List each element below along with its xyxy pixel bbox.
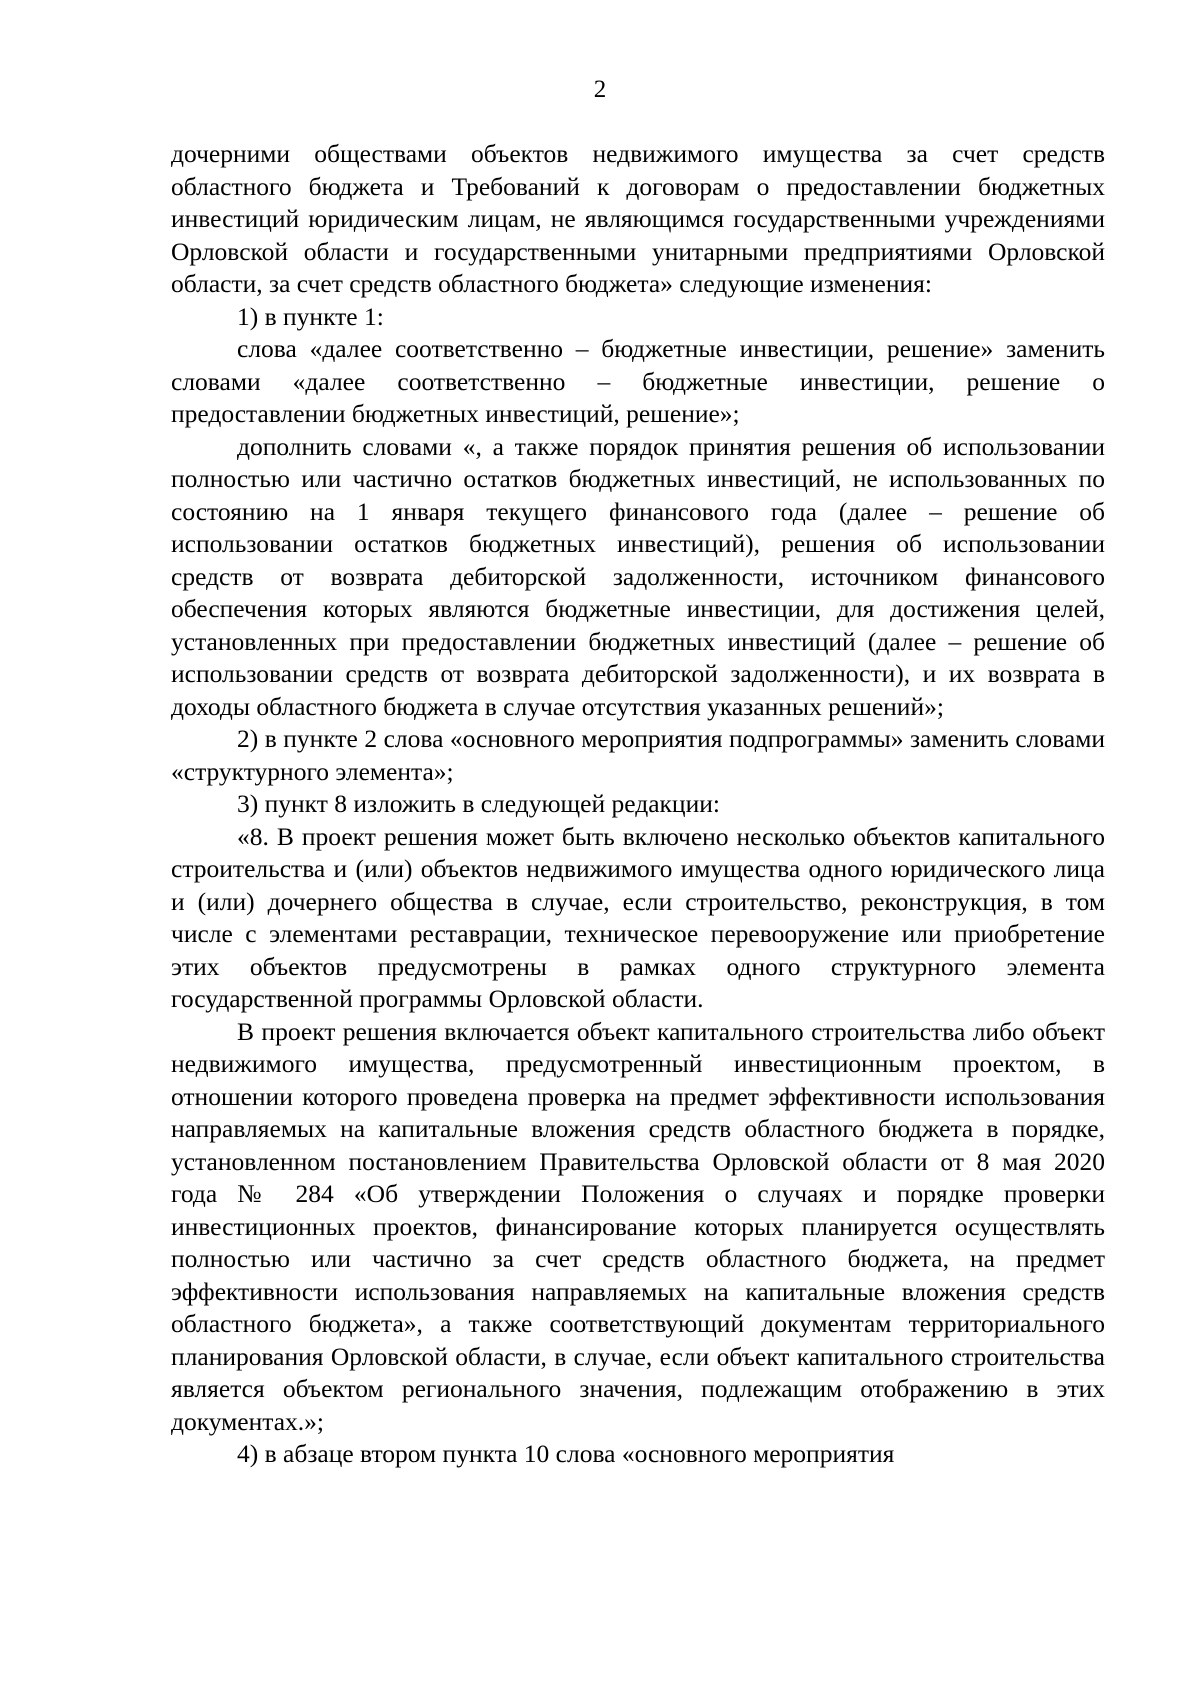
paragraph-item-2: 2) в пункте 2 слова «основного мероприятия подпрограммы» заменить словами «структурного элемента»; bbox=[171, 724, 1105, 786]
paragraph-clause-8: «8. В проект решения может быть включено несколько объектов капитального строительства и (или) объектов недвижимого имущества одного юридического лица и (или) дочернего общества в случае, если строительство, реконструкция, в том числе с элементами реставрации, техническое перевооружение или приобретение этих объектов предусмотрены в рамках одного структурного элемента государственной программы Орловской области. bbox=[171, 821, 1105, 1013]
paragraph-add-words: дополнить словами «, а также порядок принятия решения об использовании полностью или частично остатков бюджетных инвестиций, не использованных по состоянию на 1 января текущего финансового года (далее – решение об использовании остатков бюджетных инвестиций), решения об использовании средств от возврата дебиторской задолженности, источником финансового обеспечения которых являются бюджетные инвестиции, для достижения целей, установленных при предоставлении бюджетных инвестиций (далее – решение об использовании средств от возврата дебиторской задолженности), и их возврата в доходы областного бюджета в случае отсутствия указанных решений»; bbox=[171, 431, 1105, 721]
paragraph-item-4: 4) в абзаце втором пункта 10 слова «основного мероприятия bbox=[237, 1439, 895, 1468]
document-body bbox=[171, 138, 1105, 1471]
paragraph-item-3: 3) пункт 8 изложить в следующей редакции: bbox=[237, 789, 720, 818]
paragraph-item-1: 1) в пункте 1: bbox=[237, 301, 384, 331]
page-number: 2 bbox=[593, 76, 607, 103]
paragraph-replace-words: слова «далее соответственно – бюджетные инвестиции, решение» заменить словами «далее соответственно – бюджетные инвестиции, решение о предоставлении бюджетных инвестиций, решение»; bbox=[171, 334, 1105, 428]
paragraph-continuation: дочерними обществами объектов недвижимого имущества за счет средств областного бюджета и Требований к договорам о предоставлении бюджетных инвестиций юридическим лицам, не являющимся государственными учреждениями Орловской области и государственными унитарными предприятиями Орловской области, за счет средств областного бюджета» следующие изменения: bbox=[171, 139, 1105, 298]
paragraph-clause-8-part-2: В проект решения включается объект капитального строительства либо объект недвижимого имущества, предусмотренный инвестиционным проектом, в отношении которого проведена проверка на предмет эффективности использования направляемых на капитальные вложения средств областного бюджета в порядке, установленном постановлением Правительства Орловской области от 8 мая 2020 года № 284 «Об утверждении Положения о случаях и порядке проверки инвестиционных проектов, финансирование которых планируется осуществлять полностью или частично за счет средств областного бюджета, на предмет эффективности использования направляемых на капитальные вложения средств областного бюджета», а также соответствующий документам территориального планирования Орловской области, в случае, если объект капитального строительства является объектом регионального значения, подлежащим отображению в этих документах.»; bbox=[171, 1016, 1105, 1436]
